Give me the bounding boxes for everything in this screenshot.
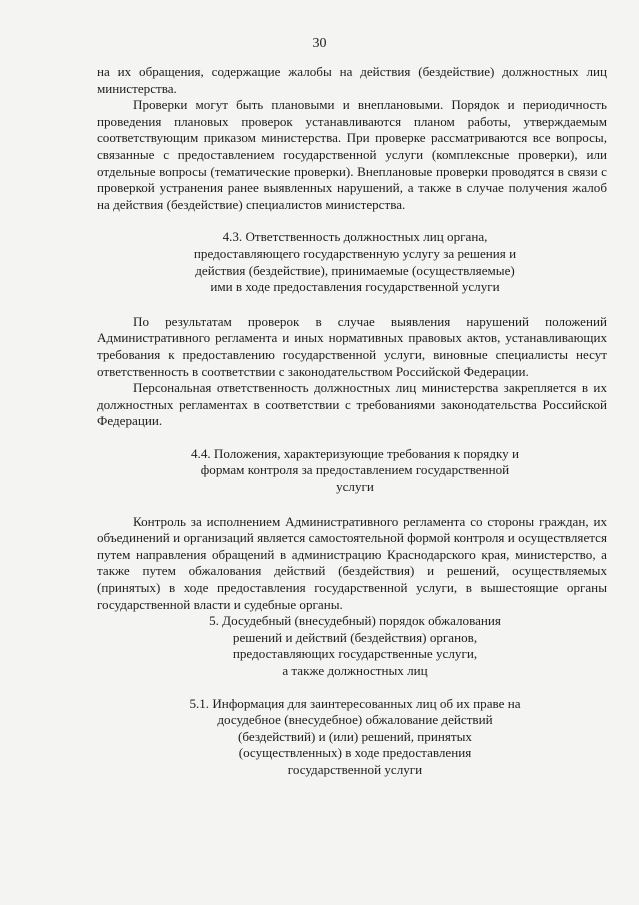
section-heading-4-3: 4.3. Ответственность должностных лиц органа, предоставляющего государственную услугу за решения и действия (бездействие), принимаемые (осуществляемые) ими в ходе предоставления государственной услуги (193, 229, 517, 295)
page-number: 30 (312, 36, 327, 51)
document-body (97, 64, 607, 779)
paragraph: на их обращения, содержащие жалобы на действия (бездействие) должностных лиц министерства. (97, 64, 607, 96)
paragraph: Контроль за исполнением Административного регламента со стороны граждан, их объединений и организаций является самостоятельной формой контроля и осуществляется путем направления обращений в администрацию Краснодарского края, министерство, а также путем обжалования действий (бездействия) и решений, осуществляемых (принятых) в ходе предоставления государственной услуги, в вышестоящие органы государственной власти и судебные органы. (97, 513, 607, 612)
paragraph: Персональная ответственность должностных лиц министерства закрепляется в их должностных регламентах в соответствии с требованиями законодательства Российской Федерации. (97, 380, 607, 429)
paragraph: По результатам проверок в случае выявления нарушений положений Административного регламента и иных нормативных правовых актов, устанавливающих требования к предоставлению государственной услуги, виновные специалисты несут ответственность в соответствии с законодательством Российской Федерации. (97, 313, 607, 379)
paragraph: Проверки могут быть плановыми и внеплановыми. Порядок и периодичность проведения плановых проверок устанавливаются планом работы, утверждаемым соответствующим приказом министерства. При проверке рассматриваются все вопросы, связанные с предоставлением государственной услуги (комплексные проверки), или отдельные вопросы (тематические проверки). Внеплановые проверки проводятся в связи с проверкой устранения ранее выявленных нарушений, а также в случае получения жалоб на действия (бездействие) специалистов министерства. (97, 97, 607, 212)
section-heading-4-4: 4.4. Положения, характеризующие требования к порядку и формам контроля за предоставлением государственной услуги (191, 445, 519, 495)
section-heading-5: 5. Досудебный (внесудебный) порядок обжалования решений и действий (бездействия) органов, предоставляющих государственные услуги, а также должностных лиц (209, 613, 501, 678)
section-heading-5-1: 5.1. Информация для заинтересованных лиц об их праве на досудебное (внесудебное) обжалование действий (бездействий) и (или) решений, принятых (осуществленных) в ходе предоставления государственной услуги (189, 695, 521, 777)
